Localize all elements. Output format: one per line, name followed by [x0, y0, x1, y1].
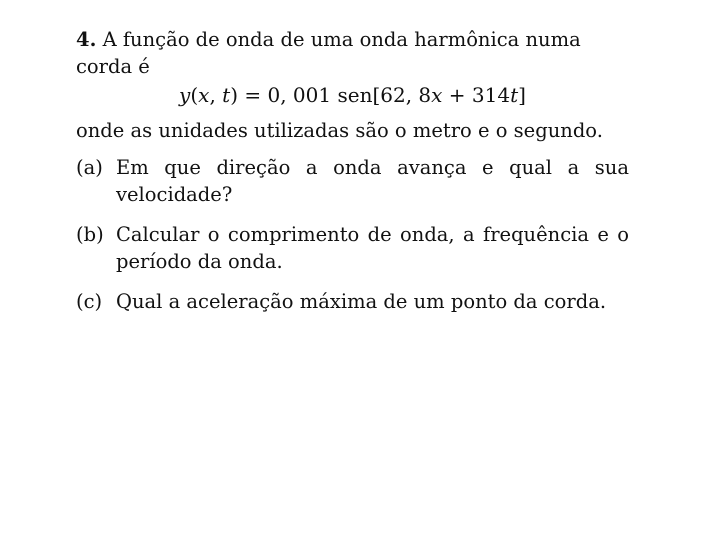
item-label: (c): [76, 290, 103, 313]
question-item-c: [76, 288, 629, 315]
eq-rhs-t: t: [510, 83, 519, 107]
problem-number: 4.: [76, 28, 97, 51]
problem-statement: [76, 26, 629, 80]
problem-block: [76, 26, 629, 328]
eq-rhs-x: x: [431, 83, 443, 107]
eq-t: t: [222, 83, 231, 107]
eq-x: x: [198, 83, 210, 107]
item-text: Qual a aceleração máxima de um ponto da corda.: [116, 290, 607, 313]
problem-text: A função de onda de uma onda harmônica numa corda é: [76, 28, 581, 78]
item-text: Em que direção a onda avança e qual a sua velocidade?: [116, 156, 629, 206]
item-label: (b): [76, 223, 104, 246]
question-item-a: [76, 154, 629, 208]
item-text: Calcular o comprimento de onda, a frequência e o período da onda.: [116, 223, 629, 273]
eq-sep: ,: [209, 83, 223, 107]
item-label: (a): [76, 156, 103, 179]
eq-rhs-mid: + 314: [442, 83, 511, 107]
question-item-b: [76, 221, 629, 275]
units-note: onde as unidades utilizadas são o metro e o segundo.: [76, 119, 603, 142]
wave-equation: [76, 82, 629, 109]
eq-rhs-close: ]: [518, 83, 526, 107]
eq-open: (: [190, 83, 199, 107]
eq-rhs: ) = 0, 001 sen[62, 8: [230, 83, 432, 107]
eq-func: y: [179, 83, 191, 107]
